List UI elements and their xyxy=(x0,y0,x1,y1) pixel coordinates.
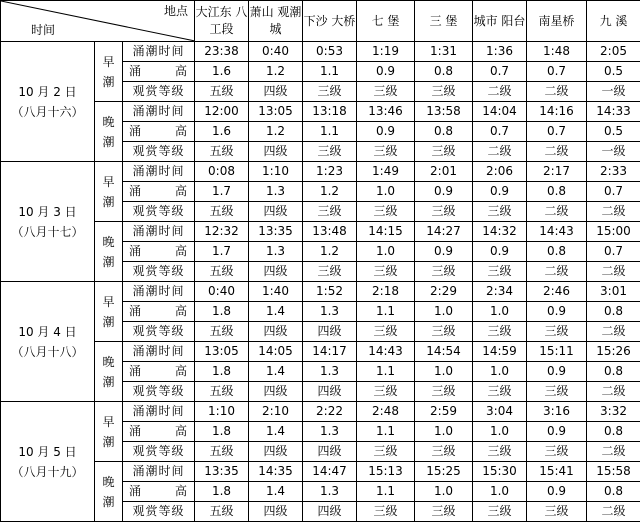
site-header: 三 堡 xyxy=(415,1,473,42)
viewing-grade-value: 三级 xyxy=(303,142,357,162)
tide-height-value: 1.2 xyxy=(303,242,357,262)
tide-time-value: 14:43 xyxy=(357,342,415,362)
tide-time-value: 14:16 xyxy=(527,102,587,122)
viewing-grade-value: 三级 xyxy=(357,382,415,402)
tide-height-value: 1.3 xyxy=(303,482,357,502)
tide-time-value: 13:58 xyxy=(415,102,473,122)
tide-height-value: 0.8 xyxy=(415,122,473,142)
tide-time-value: 2:46 xyxy=(527,282,587,302)
date-text: 10 月 4 日 xyxy=(18,324,77,339)
tide-height-value: 0.9 xyxy=(357,122,415,142)
viewing-grade-value: 二级 xyxy=(587,262,640,282)
tide-time-value: 14:43 xyxy=(527,222,587,242)
tide-time-value: 14:59 xyxy=(473,342,527,362)
tide-height-value: 0.5 xyxy=(587,122,640,142)
place-label: 地点 xyxy=(164,4,189,18)
viewing-grade-value: 四级 xyxy=(249,382,303,402)
viewing-grade-value: 五级 xyxy=(195,142,249,162)
tide-time-value: 14:27 xyxy=(415,222,473,242)
tide-time-value: 13:48 xyxy=(303,222,357,242)
tide-height-label: 涌 高 xyxy=(123,362,195,382)
viewing-grade-value: 四级 xyxy=(303,442,357,462)
tide-height-label: 涌 高 xyxy=(123,302,195,322)
tide-height-value: 1.6 xyxy=(195,122,249,142)
date-cell xyxy=(1,162,95,282)
viewing-grade-value: 三级 xyxy=(527,442,587,462)
viewing-grade-value: 四级 xyxy=(249,502,303,522)
tide-time-value: 1:10 xyxy=(249,162,303,182)
tide-height-value: 0.8 xyxy=(587,482,640,502)
tide-time-value: 2:59 xyxy=(415,402,473,422)
tide-time-value: 1:52 xyxy=(303,282,357,302)
viewing-grade-value: 三级 xyxy=(473,502,527,522)
tide-height-value: 0.9 xyxy=(527,482,587,502)
table-row xyxy=(1,462,640,482)
date-cell xyxy=(1,282,95,402)
viewing-grade-value: 三级 xyxy=(415,202,473,222)
tide-height-label: 涌 高 xyxy=(123,482,195,502)
tide-time-value: 14:35 xyxy=(249,462,303,482)
viewing-grade-value: 二级 xyxy=(527,142,587,162)
tide-time-value: 15:11 xyxy=(527,342,587,362)
viewing-grade-value: 五级 xyxy=(195,502,249,522)
tide-height-value: 0.5 xyxy=(587,62,640,82)
viewing-grade-label: 观赏等级 xyxy=(123,142,195,162)
site-header: 七 堡 xyxy=(357,1,415,42)
viewing-grade-value: 二级 xyxy=(587,202,640,222)
tide-height-value: 1.7 xyxy=(195,242,249,262)
viewing-grade-value: 五级 xyxy=(195,202,249,222)
viewing-grade-value: 二级 xyxy=(527,202,587,222)
tide-height-value: 0.8 xyxy=(527,182,587,202)
tide-height-value: 1.4 xyxy=(249,422,303,442)
tide-height-value: 0.8 xyxy=(587,362,640,382)
viewing-grade-value: 三级 xyxy=(415,442,473,462)
viewing-grade-value: 二级 xyxy=(587,322,640,342)
tide-time-value: 12:32 xyxy=(195,222,249,242)
tide-time-value: 14:17 xyxy=(303,342,357,362)
viewing-grade-value: 二级 xyxy=(587,382,640,402)
tide-height-value: 1.0 xyxy=(415,302,473,322)
viewing-grade-value: 三级 xyxy=(473,322,527,342)
tide-time-value: 3:01 xyxy=(587,282,640,302)
tide-time-label: 涌潮时间 xyxy=(123,42,195,62)
tide-time-value: 2:34 xyxy=(473,282,527,302)
tide-time-value: 2:29 xyxy=(415,282,473,302)
tide-time-value: 0:40 xyxy=(249,42,303,62)
lunar-date-text: （八月十七） xyxy=(11,224,84,239)
tide-time-value: 14:04 xyxy=(473,102,527,122)
viewing-grade-value: 四级 xyxy=(303,382,357,402)
tide-time-value: 15:41 xyxy=(527,462,587,482)
table-row xyxy=(1,402,640,422)
viewing-grade-value: 二级 xyxy=(587,502,640,522)
tide-height-value: 0.7 xyxy=(473,122,527,142)
tide-height-value: 1.8 xyxy=(195,422,249,442)
viewing-grade-value: 三级 xyxy=(527,502,587,522)
tide-height-value: 1.4 xyxy=(249,362,303,382)
tide-height-value: 1.1 xyxy=(357,362,415,382)
tide-height-value: 0.9 xyxy=(527,362,587,382)
site-header: 下沙 大桥 xyxy=(303,1,357,42)
tide-time-value: 2:06 xyxy=(473,162,527,182)
viewing-grade-value: 三级 xyxy=(415,322,473,342)
viewing-grade-value: 三级 xyxy=(415,82,473,102)
table-row xyxy=(1,102,640,122)
viewing-grade-label: 观赏等级 xyxy=(123,322,195,342)
viewing-grade-label: 观赏等级 xyxy=(123,262,195,282)
viewing-grade-value: 三级 xyxy=(527,322,587,342)
tide-time-value: 13:05 xyxy=(195,342,249,362)
tide-height-value: 1.3 xyxy=(303,302,357,322)
tide-height-value: 0.7 xyxy=(527,62,587,82)
tide-time-value: 15:00 xyxy=(587,222,640,242)
tide-height-value: 0.9 xyxy=(415,242,473,262)
viewing-grade-value: 二级 xyxy=(587,442,640,462)
time-label: 时间 xyxy=(31,23,56,37)
lunar-date-text: （八月十六） xyxy=(11,104,84,119)
tide-time-label: 涌潮时间 xyxy=(123,402,195,422)
tide-height-label: 涌 高 xyxy=(123,62,195,82)
tide-height-value: 1.6 xyxy=(195,62,249,82)
viewing-grade-value: 三级 xyxy=(473,202,527,222)
header-corner-cell xyxy=(1,1,195,42)
table-row xyxy=(1,342,640,362)
tide-height-label: 涌 高 xyxy=(123,242,195,262)
tide-height-value: 1.0 xyxy=(415,422,473,442)
tide-time-value: 2:18 xyxy=(357,282,415,302)
tide-time-value: 2:22 xyxy=(303,402,357,422)
viewing-grade-value: 二级 xyxy=(527,82,587,102)
tide-time-label: 涌潮时间 xyxy=(123,222,195,242)
viewing-grade-value: 二级 xyxy=(527,262,587,282)
viewing-grade-value: 三级 xyxy=(415,382,473,402)
tide-height-value: 1.8 xyxy=(195,482,249,502)
tide-height-value: 1.0 xyxy=(473,422,527,442)
tide-height-value: 1.4 xyxy=(249,302,303,322)
tide-time-value: 13:35 xyxy=(195,462,249,482)
tide-height-value: 0.7 xyxy=(473,62,527,82)
tide-time-value: 2:17 xyxy=(527,162,587,182)
viewing-grade-value: 四级 xyxy=(249,82,303,102)
tide-height-value: 1.3 xyxy=(303,362,357,382)
viewing-grade-value: 三级 xyxy=(303,82,357,102)
tide-time-value: 14:33 xyxy=(587,102,640,122)
tide-height-value: 1.1 xyxy=(357,422,415,442)
viewing-grade-value: 三级 xyxy=(357,82,415,102)
tide-height-value: 1.0 xyxy=(415,482,473,502)
viewing-grade-label: 观赏等级 xyxy=(123,502,195,522)
viewing-grade-label: 观赏等级 xyxy=(123,442,195,462)
lunar-date-text: （八月十九） xyxy=(11,464,84,479)
tide-time-value: 2:05 xyxy=(587,42,640,62)
viewing-grade-value: 四级 xyxy=(249,322,303,342)
viewing-grade-value: 三级 xyxy=(473,262,527,282)
tide-time-value: 1:10 xyxy=(195,402,249,422)
tide-time-value: 14:54 xyxy=(415,342,473,362)
tide-time-value: 2:10 xyxy=(249,402,303,422)
tide-height-value: 0.9 xyxy=(357,62,415,82)
tide-height-value: 1.3 xyxy=(249,242,303,262)
tide-time-value: 14:05 xyxy=(249,342,303,362)
tide-time-value: 2:01 xyxy=(415,162,473,182)
tide-height-value: 0.9 xyxy=(527,302,587,322)
evening-tide-label: 晚潮 xyxy=(95,462,123,522)
tide-time-value: 15:26 xyxy=(587,342,640,362)
tide-time-value: 15:25 xyxy=(415,462,473,482)
tide-height-value: 1.8 xyxy=(195,362,249,382)
tide-time-value: 23:38 xyxy=(195,42,249,62)
tide-time-value: 3:16 xyxy=(527,402,587,422)
site-header: 南星桥 xyxy=(527,1,587,42)
tide-time-value: 1:49 xyxy=(357,162,415,182)
morning-tide-label: 早潮 xyxy=(95,162,123,222)
viewing-grade-value: 一级 xyxy=(587,142,640,162)
evening-tide-label: 晚潮 xyxy=(95,222,123,282)
tide-height-value: 0.8 xyxy=(587,302,640,322)
tide-time-value: 1:23 xyxy=(303,162,357,182)
tide-time-value: 15:30 xyxy=(473,462,527,482)
tide-time-value: 3:32 xyxy=(587,402,640,422)
viewing-grade-value: 三级 xyxy=(527,382,587,402)
tide-time-value: 15:13 xyxy=(357,462,415,482)
viewing-grade-value: 四级 xyxy=(249,202,303,222)
tide-time-value: 0:40 xyxy=(195,282,249,302)
date-cell xyxy=(1,402,95,522)
viewing-grade-value: 三级 xyxy=(473,442,527,462)
date-text: 10 月 2 日 xyxy=(18,84,77,99)
viewing-grade-value: 三级 xyxy=(415,142,473,162)
viewing-grade-value: 三级 xyxy=(303,202,357,222)
tide-height-value: 1.1 xyxy=(357,302,415,322)
tide-time-value: 12:00 xyxy=(195,102,249,122)
viewing-grade-value: 四级 xyxy=(303,322,357,342)
tide-height-value: 1.2 xyxy=(303,182,357,202)
tide-time-value: 13:35 xyxy=(249,222,303,242)
evening-tide-label: 晚潮 xyxy=(95,102,123,162)
tide-time-value: 2:33 xyxy=(587,162,640,182)
tide-time-value: 13:05 xyxy=(249,102,303,122)
tide-height-value: 0.9 xyxy=(527,422,587,442)
tide-height-value: 0.9 xyxy=(473,242,527,262)
tide-time-value: 3:04 xyxy=(473,402,527,422)
tide-time-label: 涌潮时间 xyxy=(123,282,195,302)
lunar-date-text: （八月十八） xyxy=(11,344,84,359)
tide-height-value: 0.9 xyxy=(415,182,473,202)
table-row xyxy=(1,42,640,62)
tide-time-value: 1:36 xyxy=(473,42,527,62)
viewing-grade-value: 三级 xyxy=(473,382,527,402)
viewing-grade-value: 三级 xyxy=(357,502,415,522)
tide-time-value: 2:48 xyxy=(357,402,415,422)
site-header: 萧山 观潮城 xyxy=(249,1,303,42)
tide-time-label: 涌潮时间 xyxy=(123,102,195,122)
tide-height-value: 0.7 xyxy=(587,242,640,262)
tide-height-value: 1.8 xyxy=(195,302,249,322)
tide-height-value: 1.0 xyxy=(357,242,415,262)
viewing-grade-value: 三级 xyxy=(303,262,357,282)
viewing-grade-value: 二级 xyxy=(473,142,527,162)
viewing-grade-value: 三级 xyxy=(357,202,415,222)
morning-tide-label: 早潮 xyxy=(95,42,123,102)
site-header: 九 溪 xyxy=(587,1,640,42)
viewing-grade-value: 四级 xyxy=(249,262,303,282)
viewing-grade-value: 五级 xyxy=(195,82,249,102)
tide-time-value: 14:15 xyxy=(357,222,415,242)
tide-time-value: 1:31 xyxy=(415,42,473,62)
tide-height-label: 涌 高 xyxy=(123,422,195,442)
tide-height-value: 1.0 xyxy=(473,362,527,382)
tide-height-value: 0.9 xyxy=(473,182,527,202)
viewing-grade-value: 一级 xyxy=(587,82,640,102)
morning-tide-label: 早潮 xyxy=(95,282,123,342)
tide-time-value: 14:47 xyxy=(303,462,357,482)
table-row xyxy=(1,162,640,182)
site-header: 大江东 八工段 xyxy=(195,1,249,42)
tide-height-value: 1.1 xyxy=(303,62,357,82)
tide-height-value: 1.0 xyxy=(357,182,415,202)
table-row xyxy=(1,222,640,242)
tide-time-value: 0:08 xyxy=(195,162,249,182)
tide-height-value: 1.2 xyxy=(249,122,303,142)
tide-height-value: 0.7 xyxy=(587,182,640,202)
tide-height-label: 涌 高 xyxy=(123,122,195,142)
viewing-grade-value: 四级 xyxy=(249,142,303,162)
viewing-grade-value: 五级 xyxy=(195,442,249,462)
viewing-grade-value: 四级 xyxy=(249,442,303,462)
tide-height-value: 0.8 xyxy=(587,422,640,442)
tide-height-value: 1.2 xyxy=(249,62,303,82)
tide-time-value: 1:48 xyxy=(527,42,587,62)
tide-height-value: 1.3 xyxy=(249,182,303,202)
tide-height-value: 1.0 xyxy=(473,302,527,322)
tide-height-value: 1.0 xyxy=(473,482,527,502)
date-cell xyxy=(1,42,95,162)
tide-time-value: 14:32 xyxy=(473,222,527,242)
tide-height-value: 1.7 xyxy=(195,182,249,202)
viewing-grade-value: 五级 xyxy=(195,262,249,282)
tide-height-value: 0.8 xyxy=(527,242,587,262)
tide-time-label: 涌潮时间 xyxy=(123,162,195,182)
tide-time-value: 1:19 xyxy=(357,42,415,62)
tide-time-label: 涌潮时间 xyxy=(123,462,195,482)
header-row xyxy=(1,1,640,42)
tide-time-value: 13:18 xyxy=(303,102,357,122)
viewing-grade-value: 五级 xyxy=(195,322,249,342)
viewing-grade-value: 三级 xyxy=(357,442,415,462)
date-text: 10 月 5 日 xyxy=(18,444,77,459)
viewing-grade-value: 五级 xyxy=(195,382,249,402)
date-text: 10 月 3 日 xyxy=(18,204,77,219)
viewing-grade-value: 三级 xyxy=(415,262,473,282)
viewing-grade-label: 观赏等级 xyxy=(123,82,195,102)
tide-height-value: 0.8 xyxy=(415,62,473,82)
tide-height-value: 1.3 xyxy=(303,422,357,442)
tide-time-value: 13:46 xyxy=(357,102,415,122)
viewing-grade-label: 观赏等级 xyxy=(123,382,195,402)
tide-time-value: 1:40 xyxy=(249,282,303,302)
viewing-grade-label: 观赏等级 xyxy=(123,202,195,222)
site-header: 城市 阳台 xyxy=(473,1,527,42)
viewing-grade-value: 三级 xyxy=(415,502,473,522)
tide-time-value: 0:53 xyxy=(303,42,357,62)
viewing-grade-value: 二级 xyxy=(473,82,527,102)
tide-height-label: 涌 高 xyxy=(123,182,195,202)
tide-time-label: 涌潮时间 xyxy=(123,342,195,362)
tide-height-value: 1.4 xyxy=(249,482,303,502)
morning-tide-label: 早潮 xyxy=(95,402,123,462)
tide-height-value: 1.0 xyxy=(415,362,473,382)
tide-height-value: 1.1 xyxy=(357,482,415,502)
viewing-grade-value: 四级 xyxy=(303,502,357,522)
tide-time-value: 15:58 xyxy=(587,462,640,482)
viewing-grade-value: 三级 xyxy=(357,142,415,162)
evening-tide-label: 晚潮 xyxy=(95,342,123,402)
tide-height-value: 0.7 xyxy=(527,122,587,142)
tide-height-value: 1.1 xyxy=(303,122,357,142)
viewing-grade-value: 三级 xyxy=(357,262,415,282)
table-row xyxy=(1,282,640,302)
viewing-grade-value: 三级 xyxy=(357,322,415,342)
